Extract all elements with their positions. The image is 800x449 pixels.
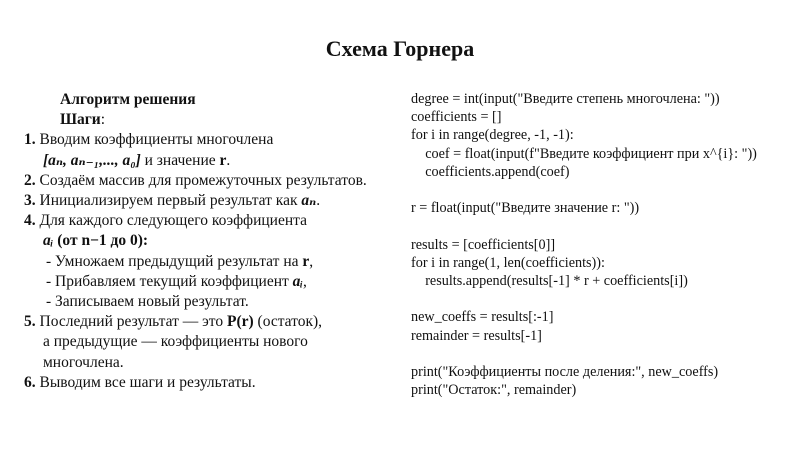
code-line: coefficients.append(coef)	[411, 163, 570, 180]
step-1-number: 1.	[24, 131, 36, 149]
step-6-number: 6.	[24, 373, 36, 391]
steps-heading-label: Шаги	[60, 111, 101, 129]
code-line: print("Остаток:", remainder)	[411, 382, 577, 399]
step-2-number: 2.	[24, 171, 36, 189]
step-4-range	[24, 231, 404, 251]
step-4	[24, 211, 404, 231]
step-4-text: Для каждого следующего коэффициента	[39, 212, 307, 230]
code-line: coefficients = []	[411, 109, 502, 126]
step-3-text: Инициализируем первый результат как	[39, 192, 302, 210]
step-1-dot: .	[226, 151, 231, 169]
algorithm-heading: Алгоритм решения	[60, 91, 196, 108]
step-5-text: Последний результат — это	[39, 313, 227, 331]
step-4-sub-1-text: - Умножаем предыдущий результат на	[46, 252, 303, 270]
code-line: results.append(results[-1] * r + coefficients[i])	[411, 273, 688, 289]
step-1-and-value: и значение	[140, 151, 220, 169]
code-panel	[411, 90, 791, 399]
step-4-sub-1-r: r	[302, 252, 310, 270]
code-line: new_coeffs = results[:-1]	[411, 309, 554, 326]
steps-heading-colon: :	[100, 111, 106, 129]
step-6-text: Выводим все шаги и результаты.	[39, 373, 256, 391]
step-6	[24, 373, 404, 393]
step-5-text-end: (остаток),	[253, 313, 323, 331]
step-1-text: Вводим коэффициенты многочлена	[39, 131, 274, 149]
code-line: print("Коэффициенты после деления:", new_coeffs)	[411, 363, 719, 380]
algorithm-panel	[24, 90, 404, 393]
step-3-number: 3.	[24, 192, 36, 210]
step-4-ai: aᵢ	[43, 232, 54, 250]
code-line	[411, 181, 791, 199]
code-line: remainder = results[-1]	[411, 327, 542, 344]
code-line: for i in range(1, len(coefficients)):	[411, 254, 605, 271]
code-line	[411, 345, 791, 363]
step-4-sub-2-ai: aᵢ	[292, 272, 304, 290]
step-4-sub-1-end: ,	[309, 252, 314, 270]
code-line: for i in range(degree, -1, -1):	[411, 127, 574, 144]
step-4-sub-2	[24, 272, 404, 292]
step-5-pr: P(r)	[226, 313, 254, 331]
step-1-coefficients: [aₙ, aₙ₋₁,..., a₀]	[43, 151, 141, 169]
step-2-text: Создаём массив для промежуточных результатов.	[39, 171, 367, 189]
step-4-number: 4.	[24, 212, 36, 230]
step-3-an: aₙ	[301, 192, 317, 210]
step-1	[24, 130, 404, 150]
step-1-continuation	[24, 151, 404, 171]
step-1-r: r	[219, 151, 227, 169]
step-5-line-2: а предыдущие — коэффициенты нового	[43, 333, 308, 351]
steps-heading	[24, 110, 404, 130]
code-line: degree = int(input("Введите степень многочлена: "))	[411, 91, 720, 107]
step-4-sub-2-text: - Прибавляем текущий коэффициент	[46, 272, 293, 290]
code-line: coef = float(input(f"Введите коэффициент при x^{i}: "))	[411, 145, 757, 162]
code-line	[411, 290, 791, 308]
step-4-sub-1	[24, 252, 404, 272]
step-4-range-text: (от n−1 до 0):	[53, 232, 149, 250]
step-4-sub-3: - Записываем новый результат.	[46, 293, 249, 311]
step-2	[24, 171, 404, 191]
step-3	[24, 191, 404, 211]
code-line: results = [coefficients[0]]	[411, 236, 556, 253]
step-5-line-3: многочлена.	[43, 353, 124, 371]
step-5-number: 5.	[24, 313, 36, 331]
code-line: r = float(input("Введите значение r: "))	[411, 200, 640, 217]
step-4-sub-2-end: ,	[303, 272, 307, 290]
slide-title: Схема Горнера	[325, 36, 475, 61]
step-3-dot: .	[316, 192, 321, 210]
code-line	[411, 217, 791, 235]
step-5	[24, 312, 404, 332]
